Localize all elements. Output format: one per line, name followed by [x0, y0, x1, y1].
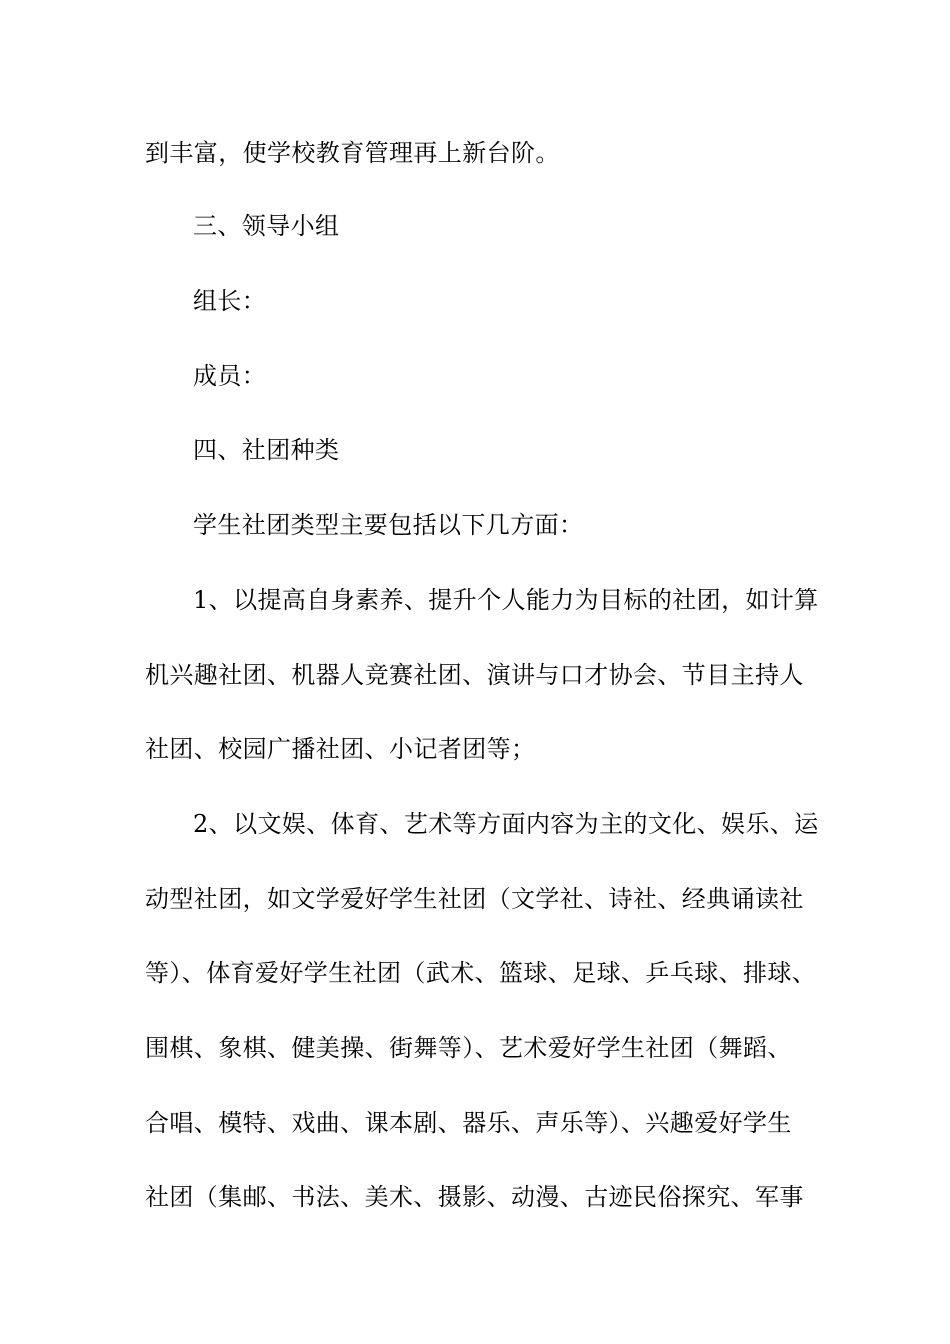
text-line: 1、以提高自身素养、提升个人能力为目标的社团，如计算: [193, 586, 819, 614]
text-line-group-leader: 组长：: [193, 287, 267, 315]
section-heading-club-types: 四、社团种类: [193, 436, 340, 464]
text-line: 学生社团类型主要包括以下几方面：: [193, 511, 584, 539]
text-line: 到丰富，使学校教育管理再上新台阶。: [145, 139, 560, 167]
text-line: 2、以文娱、体育、艺术等方面内容为主的文化、娱乐、运: [193, 810, 819, 838]
text-line: 机兴趣社团、机器人竞赛社团、演讲与口才协会、节目主持人: [145, 661, 804, 689]
section-heading-leadership: 三、领导小组: [193, 212, 340, 240]
text-line-members: 成员：: [193, 362, 267, 390]
text-line: 等）、体育爱好学生社团（武术、篮球、足球、乒乓球、排球、: [145, 959, 817, 987]
text-line: 社团（集邮、书法、美术、摄影、动漫、古迹民俗探究、军事: [145, 1183, 804, 1211]
text-line: 合唱、模特、戏曲、课本剧、器乐、声乐等）、兴趣爱好学生: [145, 1109, 792, 1137]
text-line: 围棋、象棋、健美操、街舞等）、艺术爱好学生社团（舞蹈、: [145, 1034, 792, 1062]
text-line: 动型社团，如文学爱好学生社团（文学社、诗社、经典诵读社: [145, 885, 804, 913]
text-line: 社团、校园广播社团、小记者团等；: [145, 735, 536, 763]
